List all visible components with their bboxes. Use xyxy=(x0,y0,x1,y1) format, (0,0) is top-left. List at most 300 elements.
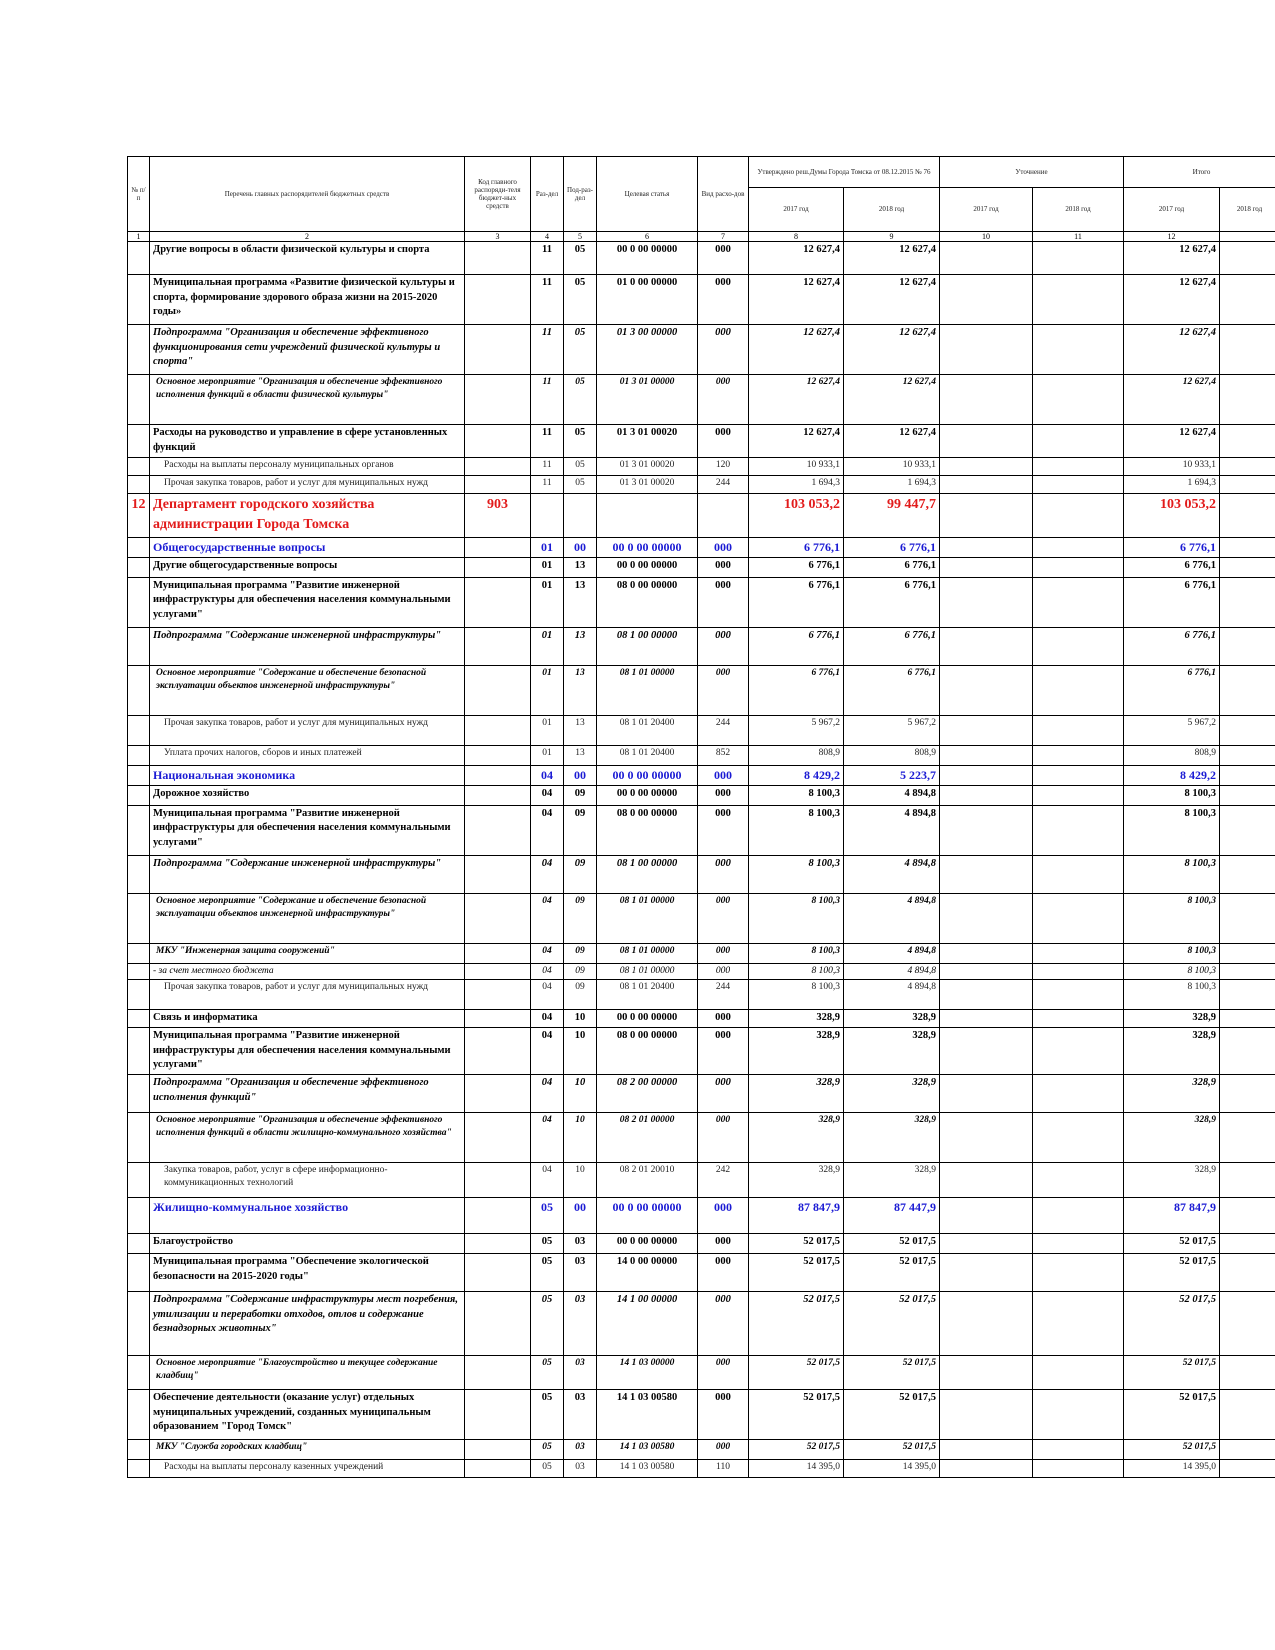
row-approved-2017: 808,9 xyxy=(749,745,844,765)
row-total-2018 xyxy=(1220,1439,1275,1459)
row-subsection: 10 xyxy=(564,1009,597,1027)
column-number-row xyxy=(128,232,1275,242)
row-code xyxy=(465,1253,531,1291)
table-row xyxy=(128,765,1275,785)
row-code xyxy=(465,275,531,325)
row-name: Муниципальная программа «Развитие физической культуры и спорта, формирование здорового образа жизни на 2015-2020 годы» xyxy=(150,275,465,325)
header-approved-2018: 2018 год xyxy=(844,188,940,232)
row-refinement-2018 xyxy=(1033,745,1124,765)
table-row xyxy=(128,577,1275,627)
row-code xyxy=(465,1389,531,1439)
row-subsection: 13 xyxy=(564,577,597,627)
row-total-2017: 6 776,1 xyxy=(1124,665,1220,715)
row-refinement-2017 xyxy=(940,242,1033,275)
row-approved-2018: 52 017,5 xyxy=(844,1439,940,1459)
row-target: 01 3 01 00020 xyxy=(597,458,698,476)
row-total-2017: 12 627,4 xyxy=(1124,325,1220,375)
row-refinement-2017 xyxy=(940,1253,1033,1291)
column-number: 4 xyxy=(531,232,564,242)
row-section: 05 xyxy=(531,1355,564,1389)
row-number xyxy=(128,1162,150,1197)
row-subsection: 10 xyxy=(564,1027,597,1074)
row-name: Общегосударственные вопросы xyxy=(150,537,465,557)
row-target: 08 0 00 00000 xyxy=(597,805,698,855)
row-refinement-2018 xyxy=(1033,1009,1124,1027)
table-row xyxy=(128,537,1275,557)
row-refinement-2018 xyxy=(1033,1233,1124,1253)
row-total-2018 xyxy=(1220,458,1275,476)
row-total-2018 xyxy=(1220,1027,1275,1074)
row-section: 11 xyxy=(531,458,564,476)
row-subsection: 03 xyxy=(564,1253,597,1291)
row-code xyxy=(465,745,531,765)
table-row xyxy=(128,1439,1275,1459)
row-approved-2018: 808,9 xyxy=(844,745,940,765)
row-code xyxy=(465,979,531,1009)
table-row xyxy=(128,476,1275,494)
row-number xyxy=(128,1074,150,1112)
row-approved-2017: 1 694,3 xyxy=(749,476,844,494)
row-number xyxy=(128,1112,150,1162)
row-approved-2017: 52 017,5 xyxy=(749,1253,844,1291)
row-section: 01 xyxy=(531,665,564,715)
row-refinement-2017 xyxy=(940,557,1033,577)
table-row xyxy=(128,715,1275,745)
row-section: 05 xyxy=(531,1291,564,1355)
row-total-2018 xyxy=(1220,537,1275,557)
row-exptype: 000 xyxy=(698,665,749,715)
row-refinement-2018 xyxy=(1033,1112,1124,1162)
column-number: 7 xyxy=(698,232,749,242)
row-total-2018 xyxy=(1220,375,1275,425)
row-approved-2017: 12 627,4 xyxy=(749,275,844,325)
row-exptype: 000 xyxy=(698,577,749,627)
row-name: МКУ "Служба городских кладбищ" xyxy=(150,1439,465,1459)
row-name: Прочая закупка товаров, работ и услуг для муниципальных нужд xyxy=(150,476,465,494)
row-exptype: 000 xyxy=(698,1389,749,1439)
column-number: 3 xyxy=(465,232,531,242)
row-approved-2017: 12 627,4 xyxy=(749,242,844,275)
row-target: 08 2 01 00000 xyxy=(597,1112,698,1162)
row-number xyxy=(128,425,150,458)
row-approved-2018: 4 894,8 xyxy=(844,855,940,893)
row-name: Расходы на выплаты персоналу казенных учреждений xyxy=(150,1459,465,1477)
row-approved-2018: 12 627,4 xyxy=(844,425,940,458)
row-subsection: 03 xyxy=(564,1233,597,1253)
row-code xyxy=(465,665,531,715)
row-approved-2018: 87 447,9 xyxy=(844,1197,940,1233)
row-number xyxy=(128,458,150,476)
table-row xyxy=(128,1074,1275,1112)
column-number: 12 xyxy=(1124,232,1220,242)
row-total-2018 xyxy=(1220,1009,1275,1027)
row-section: 04 xyxy=(531,855,564,893)
row-refinement-2017 xyxy=(940,1074,1033,1112)
row-approved-2017: 8 100,3 xyxy=(749,963,844,979)
row-number xyxy=(128,1009,150,1027)
row-section: 01 xyxy=(531,537,564,557)
row-total-2017: 10 933,1 xyxy=(1124,458,1220,476)
row-target: 00 0 00 00000 xyxy=(597,1009,698,1027)
row-code xyxy=(465,785,531,805)
row-section: 04 xyxy=(531,1009,564,1027)
row-name: Жилищно-коммунальное хозяйство xyxy=(150,1197,465,1233)
table-row xyxy=(128,1112,1275,1162)
row-exptype: 000 xyxy=(698,627,749,665)
row-refinement-2017 xyxy=(940,893,1033,943)
row-exptype: 000 xyxy=(698,805,749,855)
row-target: 14 1 03 00580 xyxy=(597,1389,698,1439)
row-approved-2017: 5 967,2 xyxy=(749,715,844,745)
row-number xyxy=(128,715,150,745)
column-number: 11 xyxy=(1033,232,1124,242)
row-approved-2017: 328,9 xyxy=(749,1162,844,1197)
row-name: Подпрограмма "Организация и обеспечение эффективного исполнения функций" xyxy=(150,1074,465,1112)
row-refinement-2017 xyxy=(940,979,1033,1009)
row-target: 01 3 00 00000 xyxy=(597,325,698,375)
row-total-2018 xyxy=(1220,1112,1275,1162)
row-total-2017: 52 017,5 xyxy=(1124,1291,1220,1355)
row-refinement-2017 xyxy=(940,1027,1033,1074)
row-refinement-2017 xyxy=(940,745,1033,765)
row-subsection: 05 xyxy=(564,425,597,458)
row-total-2017: 328,9 xyxy=(1124,1074,1220,1112)
row-approved-2018: 6 776,1 xyxy=(844,665,940,715)
row-total-2017: 6 776,1 xyxy=(1124,557,1220,577)
row-refinement-2017 xyxy=(940,275,1033,325)
row-number xyxy=(128,1389,150,1439)
row-refinement-2017 xyxy=(940,1459,1033,1477)
row-target: 08 1 01 20400 xyxy=(597,745,698,765)
row-number xyxy=(128,855,150,893)
row-target: 01 3 01 00000 xyxy=(597,375,698,425)
table-row xyxy=(128,375,1275,425)
row-target: 01 3 01 00020 xyxy=(597,425,698,458)
row-approved-2018: 99 447,7 xyxy=(844,494,940,538)
table-row xyxy=(128,745,1275,765)
row-section: 11 xyxy=(531,242,564,275)
row-code xyxy=(465,805,531,855)
row-name: МКУ "Инженерная защита сооружений" xyxy=(150,943,465,963)
row-subsection: 03 xyxy=(564,1439,597,1459)
header-target: Целевая статья xyxy=(597,157,698,232)
row-refinement-2018 xyxy=(1033,1355,1124,1389)
row-exptype: 244 xyxy=(698,715,749,745)
row-name: Другие вопросы в области физической культуры и спорта xyxy=(150,242,465,275)
row-approved-2018: 6 776,1 xyxy=(844,627,940,665)
table-row xyxy=(128,1197,1275,1233)
row-total-2017: 87 847,9 xyxy=(1124,1197,1220,1233)
row-exptype: 000 xyxy=(698,1291,749,1355)
row-approved-2018: 52 017,5 xyxy=(844,1355,940,1389)
row-refinement-2017 xyxy=(940,494,1033,538)
row-approved-2017: 6 776,1 xyxy=(749,627,844,665)
row-approved-2018: 1 694,3 xyxy=(844,476,940,494)
row-total-2018 xyxy=(1220,745,1275,765)
row-total-2017: 1 694,3 xyxy=(1124,476,1220,494)
row-exptype: 000 xyxy=(698,275,749,325)
row-section: 04 xyxy=(531,1112,564,1162)
row-refinement-2018 xyxy=(1033,275,1124,325)
row-approved-2017: 8 100,3 xyxy=(749,943,844,963)
table-row xyxy=(128,1162,1275,1197)
row-total-2017: 328,9 xyxy=(1124,1027,1220,1074)
row-total-2018 xyxy=(1220,855,1275,893)
row-name: Связь и информатика xyxy=(150,1009,465,1027)
row-section: 04 xyxy=(531,1027,564,1074)
row-refinement-2018 xyxy=(1033,627,1124,665)
row-approved-2017: 8 100,3 xyxy=(749,805,844,855)
row-name: Основное мероприятие "Благоустройство и текущее содержание кладбищ" xyxy=(150,1355,465,1389)
row-approved-2017: 87 847,9 xyxy=(749,1197,844,1233)
row-approved-2018: 14 395,0 xyxy=(844,1459,940,1477)
row-subsection: 03 xyxy=(564,1291,597,1355)
row-total-2017: 8 100,3 xyxy=(1124,785,1220,805)
row-total-2018 xyxy=(1220,242,1275,275)
row-subsection: 13 xyxy=(564,745,597,765)
row-section: 04 xyxy=(531,805,564,855)
row-number xyxy=(128,537,150,557)
row-code xyxy=(465,476,531,494)
row-approved-2018: 6 776,1 xyxy=(844,557,940,577)
table-row xyxy=(128,242,1275,275)
row-subsection: 05 xyxy=(564,458,597,476)
table-row xyxy=(128,1009,1275,1027)
row-name: Прочая закупка товаров, работ и услуг для муниципальных нужд xyxy=(150,715,465,745)
row-target: 08 1 01 20400 xyxy=(597,979,698,1009)
row-refinement-2017 xyxy=(940,476,1033,494)
row-refinement-2017 xyxy=(940,1439,1033,1459)
row-exptype: 000 xyxy=(698,1009,749,1027)
row-refinement-2017 xyxy=(940,943,1033,963)
row-number xyxy=(128,1253,150,1291)
row-approved-2017: 8 100,3 xyxy=(749,893,844,943)
row-approved-2018: 328,9 xyxy=(844,1112,940,1162)
row-total-2017: 8 100,3 xyxy=(1124,893,1220,943)
row-section: 01 xyxy=(531,627,564,665)
row-approved-2017: 103 053,2 xyxy=(749,494,844,538)
table-row xyxy=(128,627,1275,665)
row-subsection: 09 xyxy=(564,785,597,805)
row-subsection: 00 xyxy=(564,765,597,785)
row-refinement-2018 xyxy=(1033,325,1124,375)
row-exptype: 000 xyxy=(698,1074,749,1112)
header-total: Итого xyxy=(1124,157,1275,188)
row-total-2018 xyxy=(1220,425,1275,458)
row-code xyxy=(465,963,531,979)
row-name: Закупка товаров, работ, услуг в сфере информационно-коммуникационных технологий xyxy=(150,1162,465,1197)
row-refinement-2017 xyxy=(940,1112,1033,1162)
row-target: 08 1 01 00000 xyxy=(597,963,698,979)
row-total-2017: 6 776,1 xyxy=(1124,577,1220,627)
row-name: Уплата прочих налогов, сборов и иных платежей xyxy=(150,745,465,765)
row-refinement-2018 xyxy=(1033,963,1124,979)
row-approved-2017: 328,9 xyxy=(749,1009,844,1027)
row-approved-2017: 52 017,5 xyxy=(749,1291,844,1355)
row-approved-2018: 4 894,8 xyxy=(844,805,940,855)
row-subsection: 09 xyxy=(564,855,597,893)
row-approved-2018: 12 627,4 xyxy=(844,242,940,275)
row-name: Муниципальная программа "Обеспечение экологической безопасности на 2015-2020 годы" xyxy=(150,1253,465,1291)
row-total-2018 xyxy=(1220,476,1275,494)
row-code xyxy=(465,1439,531,1459)
row-section: 04 xyxy=(531,963,564,979)
row-approved-2017: 8 100,3 xyxy=(749,855,844,893)
table-row xyxy=(128,425,1275,458)
row-approved-2018: 12 627,4 xyxy=(844,375,940,425)
row-target: 00 0 00 00000 xyxy=(597,242,698,275)
row-exptype: 000 xyxy=(698,1027,749,1074)
row-target: 08 0 00 00000 xyxy=(597,577,698,627)
row-total-2018 xyxy=(1220,494,1275,538)
row-code xyxy=(465,577,531,627)
table-row xyxy=(128,893,1275,943)
row-name: Основное мероприятие "Содержание и обеспечение безопасной эксплуатации объектов инженерной инфраструктуры" xyxy=(150,665,465,715)
row-approved-2018: 4 894,8 xyxy=(844,963,940,979)
column-number-extra xyxy=(1220,232,1275,242)
table-row xyxy=(128,1027,1275,1074)
row-approved-2017: 14 395,0 xyxy=(749,1459,844,1477)
row-approved-2017: 52 017,5 xyxy=(749,1355,844,1389)
row-refinement-2018 xyxy=(1033,665,1124,715)
row-code xyxy=(465,1027,531,1074)
row-approved-2017: 52 017,5 xyxy=(749,1439,844,1459)
table-row xyxy=(128,979,1275,1009)
row-refinement-2018 xyxy=(1033,1074,1124,1112)
row-number xyxy=(128,1027,150,1074)
row-refinement-2018 xyxy=(1033,425,1124,458)
row-approved-2017: 52 017,5 xyxy=(749,1389,844,1439)
row-target: 08 1 01 00000 xyxy=(597,943,698,963)
row-total-2017: 8 100,3 xyxy=(1124,963,1220,979)
row-number xyxy=(128,1355,150,1389)
row-code xyxy=(465,1162,531,1197)
row-subsection: 03 xyxy=(564,1355,597,1389)
row-exptype: 000 xyxy=(698,1197,749,1233)
row-refinement-2018 xyxy=(1033,458,1124,476)
row-exptype: 000 xyxy=(698,537,749,557)
table-row xyxy=(128,805,1275,855)
header-approved-2017: 2017 год xyxy=(749,188,844,232)
row-approved-2018: 328,9 xyxy=(844,1009,940,1027)
row-number xyxy=(128,805,150,855)
table-row xyxy=(128,1459,1275,1477)
row-total-2017: 8 100,3 xyxy=(1124,805,1220,855)
row-exptype: 852 xyxy=(698,745,749,765)
row-total-2017: 808,9 xyxy=(1124,745,1220,765)
row-total-2018 xyxy=(1220,325,1275,375)
row-total-2018 xyxy=(1220,1291,1275,1355)
row-approved-2018: 12 627,4 xyxy=(844,275,940,325)
row-approved-2018: 6 776,1 xyxy=(844,537,940,557)
row-exptype: 000 xyxy=(698,855,749,893)
row-target: 14 0 00 00000 xyxy=(597,1253,698,1291)
row-code xyxy=(465,1233,531,1253)
row-refinement-2018 xyxy=(1033,1459,1124,1477)
row-code xyxy=(465,375,531,425)
row-section: 04 xyxy=(531,1074,564,1112)
row-name: Подпрограмма "Организация и обеспечение эффективного функционирования сети учреждений физической культуры и спорта" xyxy=(150,325,465,375)
row-refinement-2018 xyxy=(1033,375,1124,425)
row-approved-2017: 328,9 xyxy=(749,1074,844,1112)
row-total-2018 xyxy=(1220,805,1275,855)
row-exptype: 000 xyxy=(698,242,749,275)
row-target: 14 1 03 00580 xyxy=(597,1439,698,1459)
header-refinement-2018: 2018 год xyxy=(1033,188,1124,232)
row-code xyxy=(465,893,531,943)
row-total-2017: 5 967,2 xyxy=(1124,715,1220,745)
row-refinement-2017 xyxy=(940,1197,1033,1233)
row-target: 08 1 01 20400 xyxy=(597,715,698,745)
row-number: 12 xyxy=(128,494,150,538)
row-approved-2018: 52 017,5 xyxy=(844,1233,940,1253)
row-section: 04 xyxy=(531,1162,564,1197)
row-refinement-2017 xyxy=(940,1291,1033,1355)
row-number xyxy=(128,665,150,715)
row-exptype: 244 xyxy=(698,979,749,1009)
row-number xyxy=(128,893,150,943)
row-section: 04 xyxy=(531,785,564,805)
row-section: 01 xyxy=(531,577,564,627)
header-total-2018: 2018 год xyxy=(1220,188,1275,232)
row-total-2018 xyxy=(1220,557,1275,577)
row-number xyxy=(128,765,150,785)
row-total-2017: 12 627,4 xyxy=(1124,375,1220,425)
row-exptype: 000 xyxy=(698,325,749,375)
row-section: 04 xyxy=(531,943,564,963)
row-refinement-2018 xyxy=(1033,557,1124,577)
row-name: Департамент городского хозяйства администрации Города Томска xyxy=(150,494,465,538)
row-total-2018 xyxy=(1220,785,1275,805)
header-name: Перечень главных распорядителей бюджетных средств xyxy=(150,157,465,232)
row-subsection: 09 xyxy=(564,893,597,943)
row-refinement-2017 xyxy=(940,785,1033,805)
row-code: 903 xyxy=(465,494,531,538)
row-subsection: 03 xyxy=(564,1459,597,1477)
row-subsection: 05 xyxy=(564,375,597,425)
row-approved-2017: 6 776,1 xyxy=(749,577,844,627)
row-name: Благоустройство xyxy=(150,1233,465,1253)
row-approved-2018: 10 933,1 xyxy=(844,458,940,476)
row-subsection: 13 xyxy=(564,627,597,665)
header-num: № п/п xyxy=(128,157,150,232)
row-subsection: 10 xyxy=(564,1074,597,1112)
row-name: Прочая закупка товаров, работ и услуг для муниципальных нужд xyxy=(150,979,465,1009)
row-number xyxy=(128,242,150,275)
table-row xyxy=(128,963,1275,979)
row-section: 04 xyxy=(531,893,564,943)
row-number xyxy=(128,1439,150,1459)
row-approved-2018: 5 967,2 xyxy=(844,715,940,745)
row-code xyxy=(465,1112,531,1162)
table-row xyxy=(128,1355,1275,1389)
row-refinement-2018 xyxy=(1033,979,1124,1009)
row-approved-2018: 328,9 xyxy=(844,1074,940,1112)
column-number: 1 xyxy=(128,232,150,242)
row-subsection: 05 xyxy=(564,325,597,375)
row-approved-2017: 328,9 xyxy=(749,1112,844,1162)
row-total-2017: 328,9 xyxy=(1124,1162,1220,1197)
row-total-2017: 103 053,2 xyxy=(1124,494,1220,538)
row-refinement-2018 xyxy=(1033,1197,1124,1233)
row-approved-2017: 6 776,1 xyxy=(749,665,844,715)
table-row xyxy=(128,494,1275,538)
row-name: Национальная экономика xyxy=(150,765,465,785)
row-target: 00 0 00 00000 xyxy=(597,765,698,785)
row-total-2018 xyxy=(1220,1355,1275,1389)
row-target: 08 1 01 00000 xyxy=(597,893,698,943)
row-exptype: 000 xyxy=(698,1233,749,1253)
